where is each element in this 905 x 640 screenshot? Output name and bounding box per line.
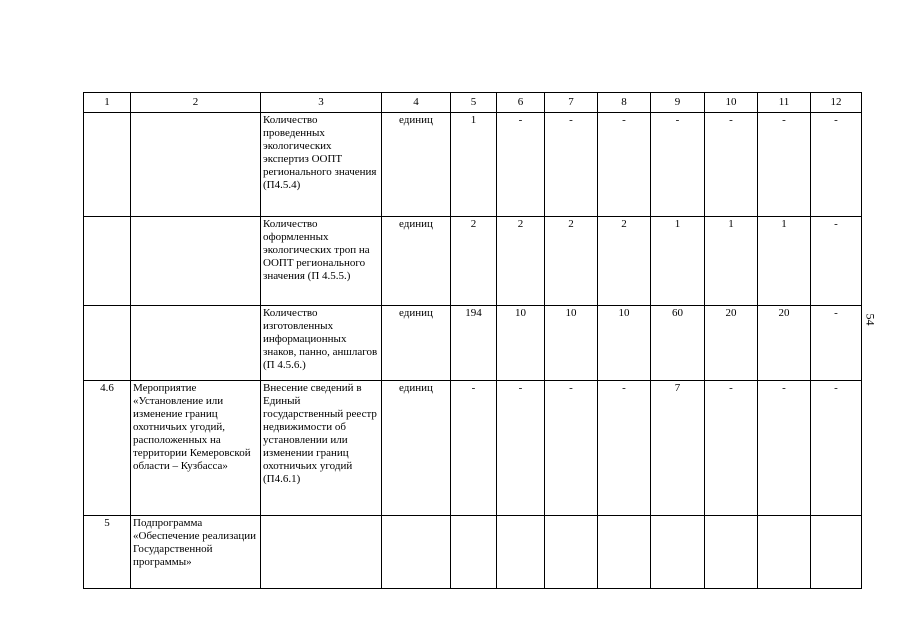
table-row <box>84 381 862 516</box>
value-cell <box>545 516 598 589</box>
value-cell: - <box>758 381 811 516</box>
value-cell: - <box>497 381 545 516</box>
header-cell: 5 <box>451 93 497 113</box>
value-cell: - <box>651 113 705 217</box>
event-name-cell <box>131 217 261 306</box>
value-cell <box>651 516 705 589</box>
table-header-row <box>84 93 862 113</box>
header-cell: 12 <box>811 93 862 113</box>
value-cell: - <box>758 113 811 217</box>
row-number-cell <box>84 113 131 217</box>
table-row <box>84 306 862 381</box>
value-cell: 10 <box>598 306 651 381</box>
row-number-cell <box>84 306 131 381</box>
value-cell <box>705 516 758 589</box>
header-cell: 8 <box>598 93 651 113</box>
value-cell: - <box>545 381 598 516</box>
table-row <box>84 217 862 306</box>
indicator-cell <box>261 516 382 589</box>
header-cell: 11 <box>758 93 811 113</box>
value-cell <box>811 516 862 589</box>
value-cell: 10 <box>545 306 598 381</box>
header-cell: 3 <box>261 93 382 113</box>
row-number-cell <box>84 217 131 306</box>
value-cell: - <box>545 113 598 217</box>
row-number-cell: 5 <box>84 516 131 589</box>
value-cell: 2 <box>545 217 598 306</box>
value-cell: - <box>705 381 758 516</box>
table-row <box>84 516 862 589</box>
indicator-cell: Количество изготовленных информационных знаков, панно, аншлагов (П 4.5.6.) <box>261 306 382 381</box>
header-cell: 1 <box>84 93 131 113</box>
value-cell: 1 <box>651 217 705 306</box>
value-cell: - <box>497 113 545 217</box>
unit-cell: единиц <box>382 113 451 217</box>
value-cell: - <box>598 381 651 516</box>
value-cell <box>598 516 651 589</box>
value-cell: 1 <box>758 217 811 306</box>
unit-cell <box>382 516 451 589</box>
document-table <box>83 92 862 589</box>
value-cell: 10 <box>497 306 545 381</box>
value-cell <box>758 516 811 589</box>
table-row <box>84 113 862 217</box>
header-cell: 9 <box>651 93 705 113</box>
header-cell: 2 <box>131 93 261 113</box>
event-name-cell: Мероприятие «Установление или изменение границ охотничьих угодий, расположенных на территории Кемеровской области – Кузбасса» <box>131 381 261 516</box>
value-cell: 2 <box>497 217 545 306</box>
value-cell: 20 <box>705 306 758 381</box>
value-cell: - <box>811 113 862 217</box>
event-name-cell: Подпрограмма «Обеспечение реализации Государственной программы» <box>131 516 261 589</box>
value-cell: 1 <box>705 217 758 306</box>
unit-cell: единиц <box>382 217 451 306</box>
value-cell <box>497 516 545 589</box>
value-cell: 2 <box>598 217 651 306</box>
event-name-cell <box>131 306 261 381</box>
unit-cell: единиц <box>382 306 451 381</box>
header-cell: 7 <box>545 93 598 113</box>
header-cell: 4 <box>382 93 451 113</box>
value-cell: - <box>811 306 862 381</box>
value-cell: 2 <box>451 217 497 306</box>
indicator-cell: Количество проведенных экологических экспертиз ООПТ регионального значения (П4.5.4) <box>261 113 382 217</box>
value-cell: 1 <box>451 113 497 217</box>
header-cell: 6 <box>497 93 545 113</box>
row-number-cell: 4.6 <box>84 381 131 516</box>
value-cell: 194 <box>451 306 497 381</box>
value-cell: - <box>705 113 758 217</box>
event-name-cell <box>131 113 261 217</box>
value-cell: - <box>811 217 862 306</box>
value-cell: 60 <box>651 306 705 381</box>
value-cell: 20 <box>758 306 811 381</box>
indicator-cell: Количество оформленных экологических троп на ООПТ регионального значения (П 4.5.5.) <box>261 217 382 306</box>
value-cell: - <box>811 381 862 516</box>
page-number: 54 <box>863 313 878 326</box>
indicator-cell: Внесение сведений в Единый государственный реестр недвижимости об установлении или изменении границ охотничьих угодий (П4.6.1) <box>261 381 382 516</box>
header-cell: 10 <box>705 93 758 113</box>
value-cell: 7 <box>651 381 705 516</box>
value-cell <box>451 516 497 589</box>
unit-cell: единиц <box>382 381 451 516</box>
value-cell: - <box>451 381 497 516</box>
value-cell: - <box>598 113 651 217</box>
